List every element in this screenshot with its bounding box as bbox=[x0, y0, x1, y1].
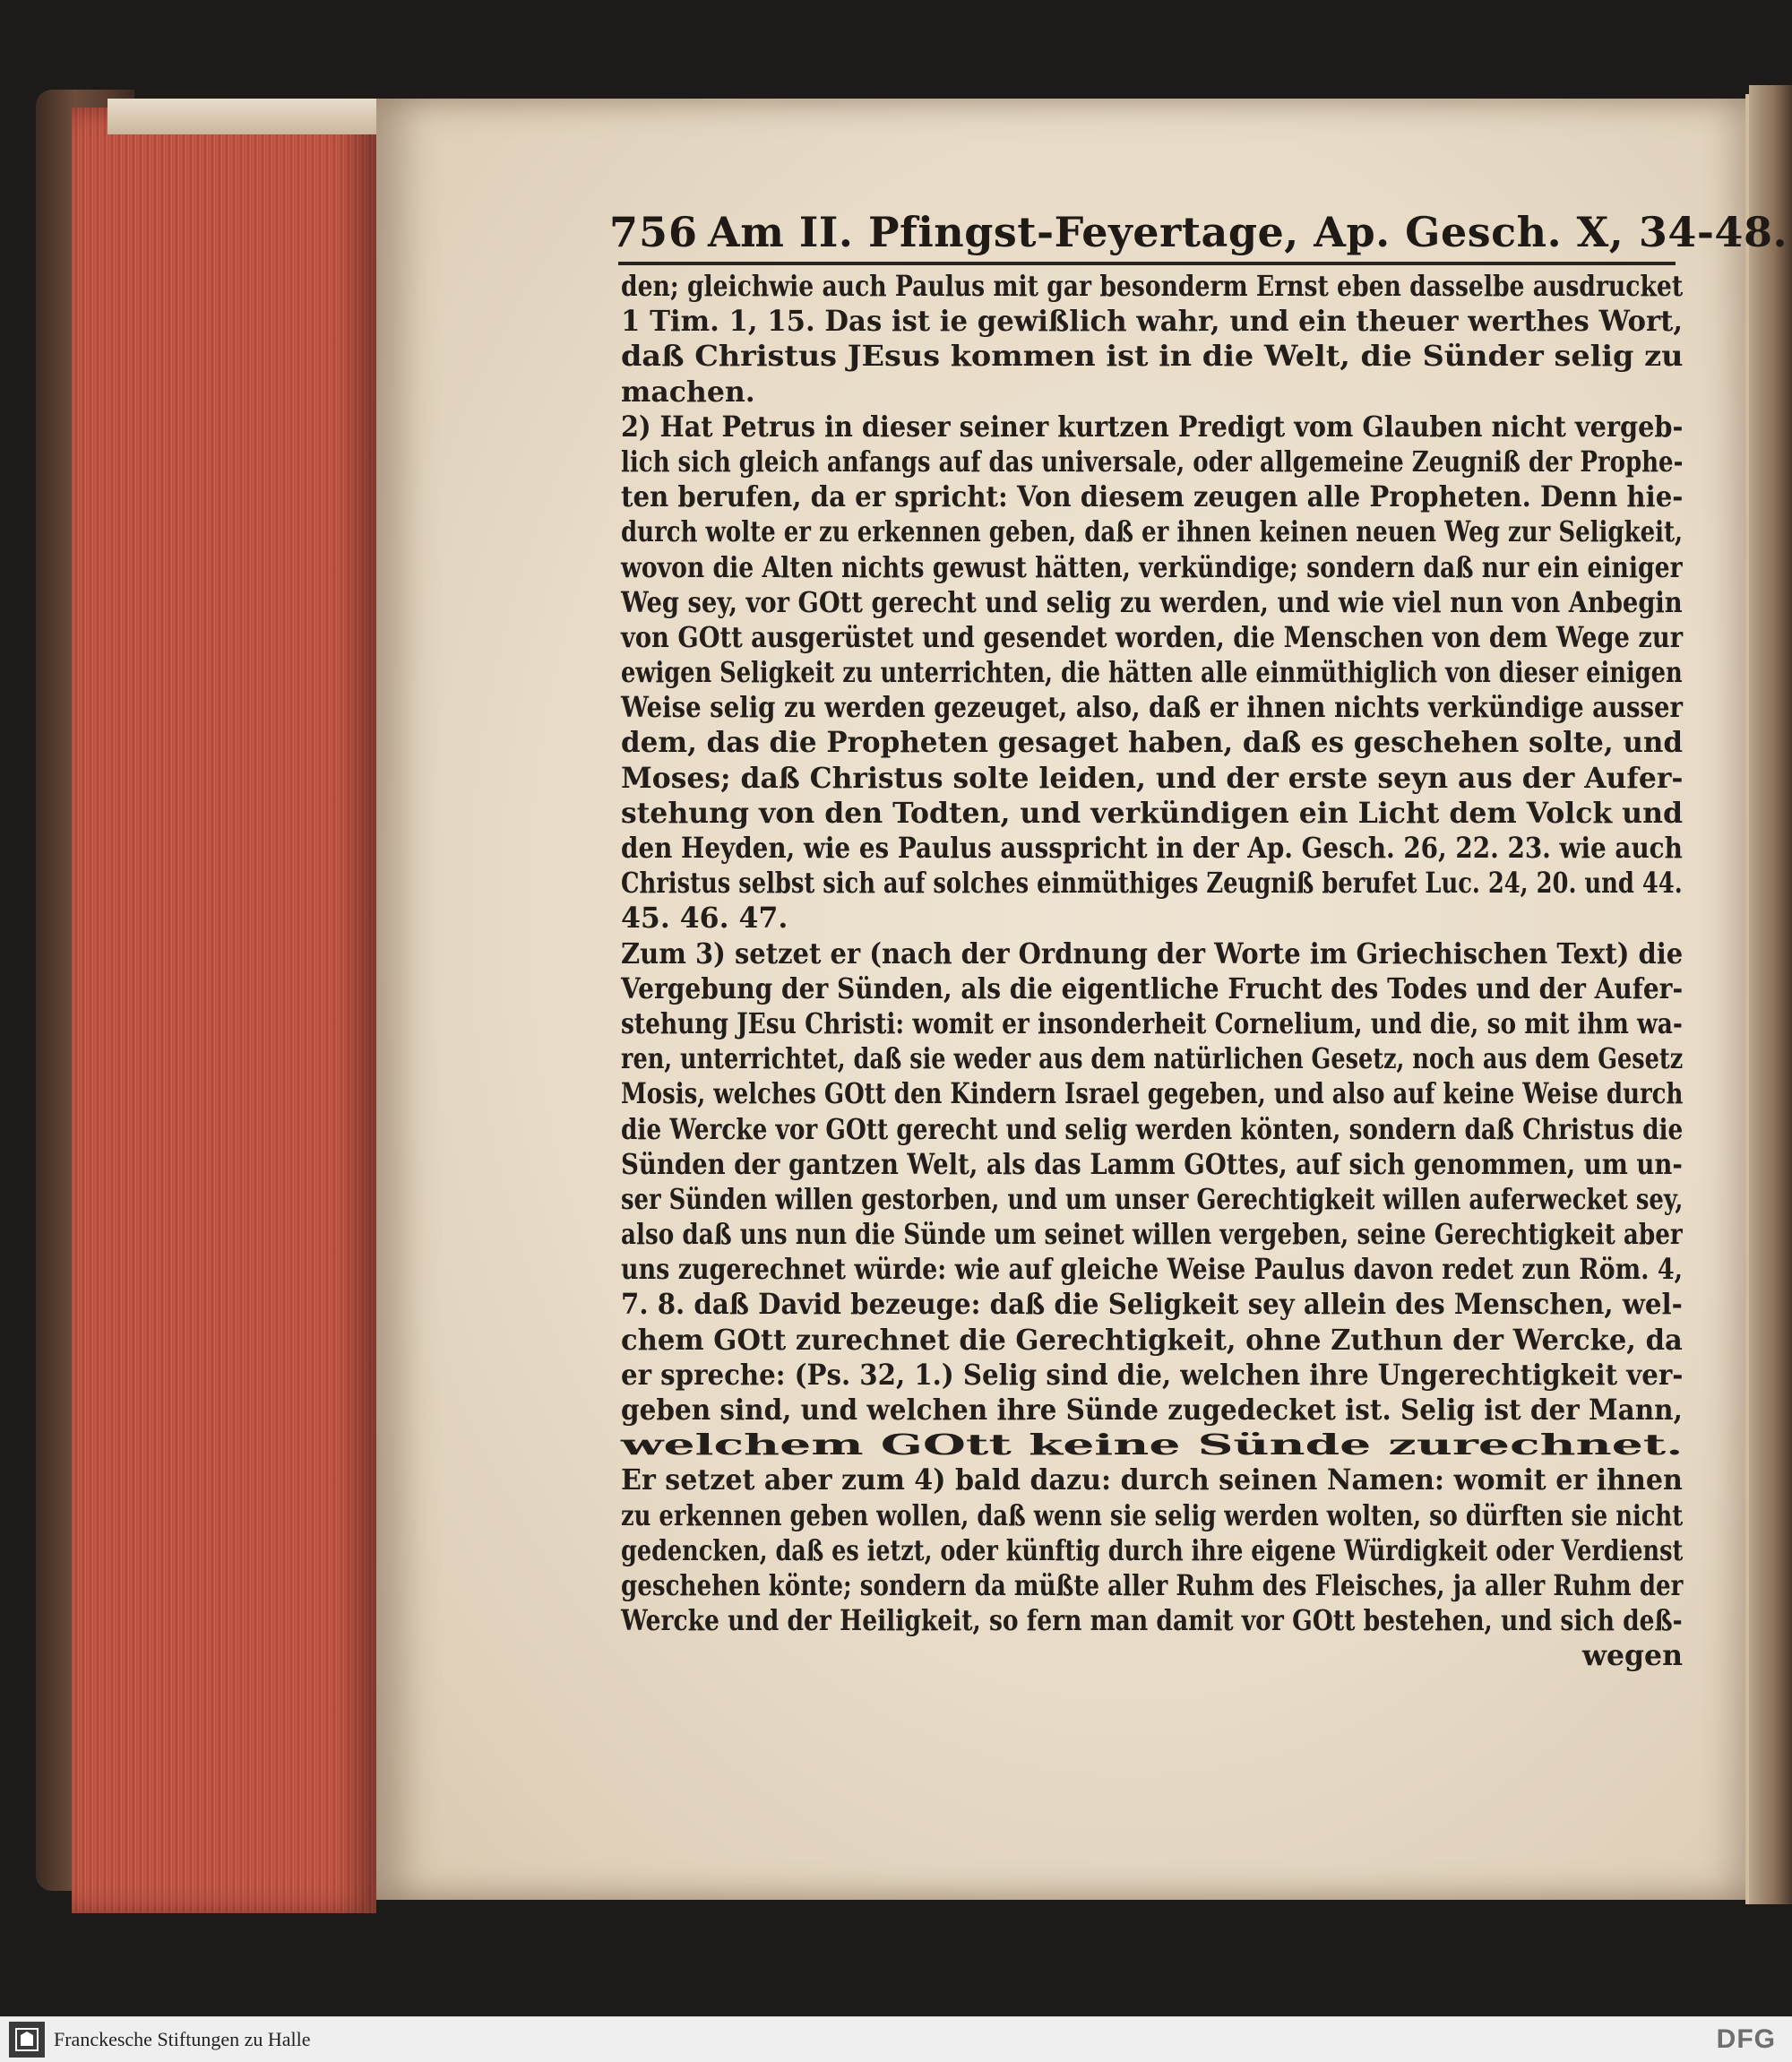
text-line: den Heyden, wie es Paulus ausspricht in der Ap. Gesch. 26, 22. 23. wie auch bbox=[621, 832, 1683, 865]
text-line: den; gleichwie auch Paulus mit gar besonderm Ernst eben dasselbe ausdrucket bbox=[621, 270, 1684, 303]
text-line: Er setzet aber zum 4) bald dazu: durch seinen Namen: womit er ihnen bbox=[621, 1463, 1683, 1497]
text-line: wovon die Alten nichts gewust hätten, verkündige; sondern daß nur ein einiger bbox=[621, 550, 1683, 584]
text-line: Sünden der gantzen Welt, als das Lamm GOttes, auf sich genommen, um un- bbox=[621, 1147, 1683, 1181]
footer-bar bbox=[0, 2016, 1792, 2062]
text-line: Wercke und der Heiligkeit, so fern man damit vor GOtt bestehen, und sich deß- bbox=[621, 1604, 1683, 1638]
text-line: geschehen könte; sondern da müßte aller Ruhm des Fleisches, ja aller Ruhm der bbox=[621, 1568, 1684, 1602]
text-line: zu erkennen geben wollen, daß wenn sie selig werden wolten, so dürften sie nicht bbox=[621, 1498, 1684, 1532]
text-line: daß Christus JEsus kommen ist in die Welt, die Sünder selig zu bbox=[621, 340, 1684, 374]
text-line: dem, das die Propheten gesaget haben, daß es geschehen solte, und bbox=[621, 726, 1684, 760]
text-line: ren, unterrichtet, daß sie weder aus dem natürlichen Gesetz, noch aus dem Gesetz bbox=[621, 1042, 1684, 1076]
text-line: gedencken, daß es ietzt, oder künftig durch ihre eigene Würdigkeit oder Verdienst bbox=[621, 1533, 1684, 1567]
text-line: Vergebung der Sünden, als die eigentliche Frucht des Todes und der Aufer- bbox=[621, 971, 1684, 1005]
dfg-logo: DFG bbox=[1716, 2024, 1776, 2054]
text-line: machen. bbox=[621, 375, 755, 409]
text-line: 2) Hat Petrus in dieser seiner kurtzen Predigt vom Glauben nicht vergeb- bbox=[621, 410, 1684, 444]
head-rule bbox=[618, 262, 1676, 265]
page-edges-top bbox=[108, 99, 376, 134]
text-line: ten berufen, da er spricht: Von diesem zeugen alle Propheten. Denn hie- bbox=[621, 480, 1684, 514]
text-line: geben sind, und welchen ihre Sünde zugedecket ist. Selig ist der Mann, bbox=[621, 1393, 1683, 1427]
text-line: stehung von den Todten, und verkündigen ein Licht dem Volck und bbox=[621, 796, 1684, 830]
text-line: die Wercke vor GOtt gerecht und selig werden könten, sondern daß Christus die bbox=[621, 1112, 1684, 1146]
text-line: stehung JEsu Christi: womit er insonderheit Cornelium, und die, so mit ihm wa- bbox=[621, 1006, 1683, 1040]
running-head-title: Am II. Pfingst-Feyertage, Ap. Gesch. X, 34-48. bbox=[708, 208, 1788, 256]
text-line: von GOtt ausgerüstet und gesendet worden, die Menschen von dem Wege zur bbox=[621, 620, 1684, 654]
text-line: Moses; daß Christus solte leiden, und der erste seyn aus der Aufer- bbox=[621, 761, 1684, 795]
text-line: ewigen Seligkeit zu unterrichten, die hätten alle einmüthiglich von dieser einigen bbox=[621, 656, 1683, 690]
text-line: Christus selbst sich auf solches einmüthiges Zeugniß berufet Luc. 24, 20. und 44. bbox=[621, 867, 1683, 901]
text-line: welchem GOtt keine Sünde zurechnet. bbox=[621, 1428, 1684, 1462]
text-line: er spreche: (Ps. 32, 1.) Selig sind die, welchen ihre Ungerechtigkeit ver- bbox=[621, 1358, 1684, 1392]
text-line: 1 Tim. 1, 15. Das ist ie gewißlich wahr, und ein theuer werthes Wort, bbox=[621, 305, 1684, 339]
text-line: durch wolte er zu erkennen geben, daß er ihnen keinen neuen Weg zur Seligkeit, bbox=[621, 515, 1684, 549]
page-edges bbox=[72, 108, 376, 1913]
text-line: also daß uns nun die Sünde um seinet willen vergeben, seine Gerechtigkeit aber bbox=[621, 1218, 1683, 1252]
book-cover-right bbox=[1749, 85, 1792, 1904]
text-line: ser Sünden willen gestorben, und um unser Gerechtigkeit willen auferwecket sey, bbox=[621, 1182, 1684, 1216]
text-line: Weg sey, vor GOtt gerecht und selig zu werden, und wie viel nun von Anbegin bbox=[621, 585, 1683, 619]
text-line: Zum 3) setzet er (nach der Ordnung der Worte im Griechischen Text) die bbox=[621, 936, 1684, 971]
franckesche-stiftungen-logo-icon bbox=[9, 2022, 45, 2058]
text-line: wegen bbox=[1581, 1639, 1683, 1673]
running-head bbox=[609, 208, 1788, 265]
body-text bbox=[621, 269, 1683, 1674]
text-line: 7. 8. daß David bezeuge: daß die Seligkeit sey allein des Menschen, wel- bbox=[621, 1288, 1683, 1322]
institution-name: Franckesche Stiftungen zu Halle bbox=[54, 2028, 311, 2050]
text-line: Weise selig zu werden gezeuget, also, daß er ihnen nichts verkündige ausser bbox=[621, 691, 1684, 725]
text-line: Mosis, welches GOtt den Kindern Israel gegeben, und also auf keine Weise durch bbox=[621, 1077, 1684, 1111]
text-line: chem GOtt zurechnet die Gerechtigkeit, ohne Zuthun der Wercke, da bbox=[621, 1323, 1683, 1357]
page-number: 756 bbox=[609, 208, 699, 256]
text-line: lich sich gleich anfangs auf das universale, oder allgemeine Zeugniß der Prophe- bbox=[621, 444, 1684, 479]
text-line: uns zugerechnet würde: wie auf gleiche Weise Paulus davon redet zun Röm. 4, bbox=[621, 1253, 1683, 1287]
text-line: 45. 46. 47. bbox=[621, 902, 788, 936]
